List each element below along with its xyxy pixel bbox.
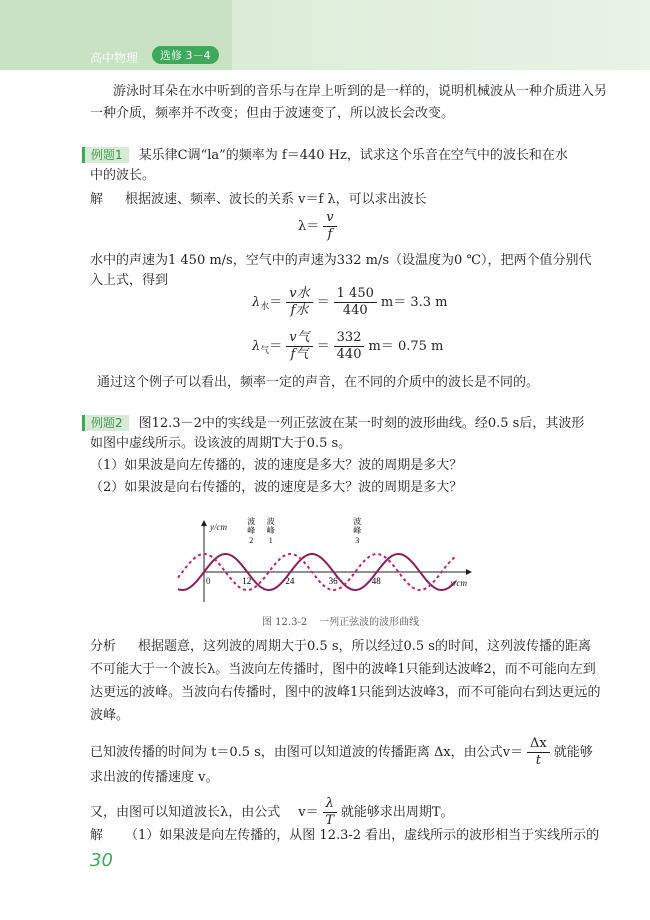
example1-tag: 例题1	[82, 147, 129, 163]
example1-solution: 解 根据波速、频率、波长的关系 v＝f λ，可以求出波长	[90, 192, 427, 207]
svg-text:峰: 峰	[247, 526, 256, 535]
analysis-line-5: 已知波传播的时间为 t＝0.5 s，由图可以知道波的传播距离 Δx，由公式v＝ $\frac{\Delta x}{t}$ 就能够	[90, 736, 593, 768]
figure-caption: 图 12.3-2 一列正弦波的波形曲线	[262, 617, 420, 628]
svg-text:波: 波	[247, 517, 256, 526]
x-tick-label: 24	[285, 576, 295, 586]
example1-line-2: 中的波长。	[90, 168, 156, 183]
analysis-line-2: 不可能大于一个波长λ。当波向左传播时，图中的波峰1只能到达波峰2，而不可能向左到	[90, 662, 596, 677]
svg-text:波: 波	[353, 517, 362, 526]
formula-wavelength: λ＝ $\frac{v}{f}$	[298, 210, 341, 243]
analysis-line-7: 又，由图可以知道波长λ，由公式 v＝ $\frac{\lambda}{T}$ 就能够求出周期T。	[90, 796, 454, 828]
intro-line-1: 游泳时耳朵在水中听到的音乐与在岸上听到的是一样的，说明机械波从一种介质进入另	[113, 84, 608, 99]
x-axis-arrow	[466, 569, 472, 575]
x-axis-label: x/cm	[450, 578, 467, 588]
intro-line-2: 一种介质，频率并不改变；但由于波速变了，所以波长会改变。	[90, 106, 455, 121]
example1-line-1: 例题1 某乐律C调“la”的频率为 f＝440 Hz，试求这个乐音在空气中的波长和在水	[82, 146, 568, 166]
example1-line-3: 水中的声速为1 450 m/s，空气中的声速为332 m/s（设温度为0 ℃），把两个值分别代	[90, 253, 592, 268]
x-tick-label: 36	[328, 576, 338, 586]
example2-line-1: 例题2 图12.3－2中的实线是一列正弦波在某一时刻的波形曲线。经0.5 s后，其波形	[82, 414, 584, 434]
header-subject: 高中物理	[90, 51, 139, 65]
example2-question-1: （1）如果波是向左传播的，波的速度是多大？波的周期是多大？	[90, 458, 463, 473]
x-tick-label: 12	[242, 576, 252, 586]
peak-label	[247, 516, 255, 545]
page-number: 30	[90, 850, 113, 871]
example2-question-2: （2）如果波是向右传播的，波的速度是多大？波的周期是多大？	[90, 480, 463, 495]
peak-label	[353, 516, 361, 545]
x-tick-label: 48	[371, 576, 381, 586]
analysis-line-3: 达更远的波峰。当波向右传播时，图中的波峰1只能到达波峰3，而不可能向右到达更远的	[90, 685, 601, 700]
analysis-line-6: 求出波的传播速度 v。	[90, 770, 219, 785]
svg-text:2: 2	[249, 536, 254, 545]
example2-tag: 例题2	[82, 415, 129, 431]
svg-text:波: 波	[266, 517, 275, 526]
peak-label	[267, 516, 275, 545]
svg-text:3: 3	[355, 536, 360, 545]
svg-text:峰: 峰	[353, 526, 362, 535]
origin-label: 0	[206, 576, 211, 586]
formula-water: $\lambda_水=$ $\frac{\text{v水}}{\text{f水}}$ ＝ $\frac{1 450}{440}$ m＝ 3.3 m	[252, 286, 448, 318]
header-volume-badge: 选修 3－4	[152, 46, 219, 64]
svg-text:1: 1	[268, 536, 273, 545]
y-axis-label: y/cm	[210, 522, 227, 532]
example1-conclusion: 通过这个例子可以看出，频率一定的声音，在不同的介质中的波长是不同的。	[97, 375, 540, 390]
solution2-line: 解 （1）如果波是向左传播的，从图 12.3-2 看出，虚线所示的波形相当于实线所示的	[90, 828, 600, 843]
analysis-line-1: 分析 根据题意，这列波的周期大于0.5 s，所以经过0.5 s的时间，这列波传播的距离	[90, 639, 591, 654]
svg-text:峰: 峰	[266, 526, 275, 535]
example2-line-2: 如图中虚线所示。设该波的周期T大于0.5 s。	[90, 436, 352, 451]
wave-figure	[170, 510, 480, 610]
formula-air: $\lambda_气=$ $\frac{\text{v气}}{\text{f气}}$ ＝ $\frac{332}{440}$ m＝ 0.75 m	[252, 330, 444, 362]
example1-line-4: 入上式，得到	[90, 273, 169, 288]
analysis-line-4: 波峰。	[90, 708, 130, 723]
y-axis-arrow	[201, 520, 207, 526]
